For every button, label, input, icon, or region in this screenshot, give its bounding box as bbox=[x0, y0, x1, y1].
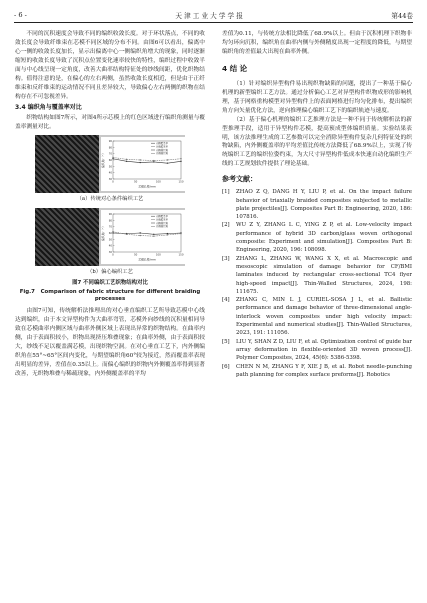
left-column bbox=[15, 30, 205, 379]
section-heading: 3.4 编织角与覆盖率对比 bbox=[15, 103, 82, 111]
data-point bbox=[140, 233, 141, 234]
reference-number: [4] bbox=[222, 297, 230, 304]
subfigure-caption: （a）传统对心条件编织工艺 bbox=[76, 196, 144, 203]
fabric-photo bbox=[35, 135, 99, 193]
data-point bbox=[167, 233, 168, 234]
reference-number: [2] bbox=[222, 222, 230, 229]
reference-item bbox=[222, 221, 412, 254]
reference-item bbox=[222, 363, 412, 380]
paragraph: 由图7可知，传统解析法推理出的对心垂直编织工艺所导致芯模中心线达到编织，由于本文异型构件为大曲率弯管，芯模外向纱线的沉积量相同导致在芯模曲率内侧区域与曲率外侧区域上表现出异常的织物结构。在曲率内侧，由于表面积较小，织物出现挤压堆叠现象；在曲率外侧，由于表面积较大，纱线不足以覆盖满芯模，出现织物空洞。在对心垂直工艺下，内外侧编织角在55°~65°区间内变化，与期望编织角60°较为接近，然而覆盖率表现出明显的差异，差值在0.35以上。而偏心编织的织物内外侧覆盖率得到显著改善，无织物堆叠与稀疏现象，内外侧覆盖率的平均 bbox=[15, 307, 205, 377]
y-tick-label: 70 bbox=[108, 153, 112, 157]
x-tick-label: 100 bbox=[155, 181, 161, 185]
x-tick-label: 100 bbox=[155, 254, 161, 258]
header-rule bbox=[14, 22, 413, 23]
y-tick-label: 30 bbox=[108, 251, 112, 255]
reference-text: WU Z Y, ZHANG L C, YING Z P, et al. Low-velocity impact performance of hybrid 3D carbon/glass woven orthogonal composite: Experiment and simulation[J]. Composites Part B: Engineering, 2020, 196: 108098. bbox=[236, 222, 412, 254]
paragraph: （1）针对编织异型构件易出现织物缺陷的问题，提出了一种基于偏心机理的新型编织工艺方法。通过分析偏心工艺对异型构件织物成形的影响机理，基于网格重构模型对异型构件上的表面网格进行均匀化排布，提出编织角方向矢量优化方法，逆向推理偏心编织工艺下的编织轨迹与速度。 bbox=[222, 80, 412, 114]
paragraph: 织物结构如图7所示，对图4所示芯模上的红色区域进行编织角测量与覆盖率测量对比。 bbox=[15, 114, 205, 130]
y-tick-label: 80 bbox=[108, 146, 112, 150]
reference-item bbox=[222, 296, 412, 337]
data-point bbox=[167, 235, 168, 236]
right-column bbox=[222, 30, 412, 379]
data-point bbox=[180, 233, 181, 234]
reference-text: ZHANG L, ZHANG W, WANG X X, et al. Macroscopic and mesoscopic simulation of damage behavior for CF/BMI laminates induced by rectangular cross-sectional TC4 flyer high-speed impact[J]. Thin-Walled Structures, 2024, 198: 111675. bbox=[236, 255, 412, 295]
y-tick-label: 80 bbox=[108, 219, 112, 223]
x-axis-label: 芯模长度/mm bbox=[138, 184, 156, 189]
legend-label: 内侧覆盖率 bbox=[156, 215, 168, 219]
reference-item bbox=[222, 255, 412, 296]
subfigure-caption: （b）偏心编织工艺 bbox=[87, 269, 133, 276]
figure-caption-cn: 图7 不同编织工艺织物结构对比 bbox=[72, 280, 148, 287]
y-tick-label: 90 bbox=[108, 140, 112, 144]
data-point bbox=[112, 231, 113, 232]
y-tick-label: 90 bbox=[108, 213, 112, 217]
y-tick-label: 60 bbox=[108, 159, 112, 163]
data-point bbox=[112, 157, 113, 158]
line-chart bbox=[101, 210, 185, 264]
x-tick-label: 50 bbox=[134, 181, 138, 185]
reference-text: ZHAO Z Q, DANG H Y, LIU P, et al. On the impact failure behavior of triaxially braided composites subjected to metallic plate projectiles[J]. Composites Part B: Engineering, 2020, 186: 107816. bbox=[236, 189, 412, 221]
reference-number: [1] bbox=[222, 189, 230, 196]
figure-caption-en bbox=[15, 289, 205, 304]
legend-label: 外侧覆盖率 bbox=[156, 218, 168, 222]
data-point bbox=[126, 159, 127, 160]
legend-label: 外侧编织角 bbox=[156, 152, 168, 156]
legend-label: 内侧编织角 bbox=[156, 222, 168, 226]
paragraph: （2）基于偏心机理的编织工艺推理方法是一种不同于传统解析法的新型推理手段，适用于异型构件芯模，提高预成型体编织质量。实验结果表明，该方法推理生成的工艺参数可以完全消除异型构件复杂几何特征处的织物缺陷，内外侧覆盖率的平均差值比传统方法降低了68.9%以上，实现了传统编织工艺的编织位姿约束，为大尺寸异型构件低成本快速自动化编织生产线的工艺规划软件提供了理论基础。 bbox=[222, 116, 412, 168]
data-point bbox=[167, 163, 168, 164]
page-number: - 6 - bbox=[14, 11, 27, 19]
y-tick-label: 70 bbox=[108, 226, 112, 230]
fabric-photo bbox=[35, 208, 99, 266]
y-tick-label: 30 bbox=[108, 178, 112, 182]
y-tick-label: 60 bbox=[108, 232, 112, 236]
data-point bbox=[140, 162, 141, 163]
section-heading: 4 结 论 bbox=[222, 63, 248, 73]
reference-text: CHEN N M, ZHANG Y F, XIE J B, et al. Robot needle-punching path planning for complex surface preforms[J]. Robotics bbox=[236, 363, 412, 378]
reference-number: [3] bbox=[222, 255, 230, 262]
y-tick-label: 40 bbox=[108, 172, 112, 176]
reference-number: [6] bbox=[222, 363, 230, 370]
reference-item bbox=[222, 188, 412, 221]
data-point bbox=[126, 161, 127, 162]
y-tick-label: 50 bbox=[108, 238, 112, 242]
data-point bbox=[153, 234, 154, 235]
line-chart bbox=[101, 137, 185, 191]
data-point bbox=[126, 234, 127, 235]
legend-label: 外侧覆盖率 bbox=[156, 145, 168, 149]
figure-7b bbox=[35, 208, 185, 266]
legend-label: 内侧编织角 bbox=[156, 149, 168, 153]
y-tick-label: 40 bbox=[108, 245, 112, 249]
data-point bbox=[140, 235, 141, 236]
y-tick-label: 50 bbox=[108, 165, 112, 169]
reference-text: ZHANG C, MIN L J, CURIEL-SOSA J L, et al. Ballistic performance and damage behavior of three-dimensional angle-interlock woven composites under high velocity impact: Experimental and numerical studies[J]. Thin-Walled Structures, 2023, 191: 111056. bbox=[236, 297, 412, 337]
data-point bbox=[153, 162, 154, 163]
reference-number: [5] bbox=[222, 338, 230, 345]
volume-label: 第44卷 bbox=[391, 12, 413, 20]
running-header bbox=[14, 8, 413, 22]
paragraph: 不同的沉积速度会导致不同的编织收敛长度。对于环状落点，不同的收敛长度会导致纤维束在芯模不同区域的分布不同。由图6可以看出，偏离中心一侧的收敛长度加长，显示出偏离中心一侧编织角增大的现象，同时逐渐缩短的收敛长度导致了沉积点位置变化速率较快的特性，编织过程中收敛半面与中心线呈现一定角度，改善大曲率结构特征处的纱线间距，优化织物结构。值得注意的是，在偏心的左右两侧，虽然收敛长度相近，但是由于正纤维束和反纤维束的运动情况不同且差异较大，导致偏心左右两侧的织物在结构存在不可忽视差异。 bbox=[15, 31, 205, 100]
x-tick-label: 150 bbox=[178, 181, 184, 185]
paragraph: 差值为0.11，与传统方法相比降低了68.9%以上。但由于沉积机理下织物非均匀环向沉积，编织角在曲率内侧与外侧精度出现一定程度的降低，与期望编织角的差值最大出现在曲率外侧。 bbox=[222, 31, 412, 55]
data-point bbox=[153, 236, 154, 237]
reference-text: LIU Y, SHAN Z D, LIU F, et al. Optimization control of guide bar array deformation in flexible-oriented 3D woven process[J]. Polymer Composites, 2024, 45(6): 5386-5398. bbox=[236, 338, 412, 362]
legend-label: 外侧编织角 bbox=[156, 225, 168, 229]
y-axis-label: 编织角/（°） bbox=[101, 152, 105, 169]
data-point bbox=[153, 160, 154, 161]
figure-title-en: Comparison of fabric structure for different braiding processes bbox=[40, 288, 201, 303]
data-point bbox=[140, 160, 141, 161]
legend-label: 内侧覆盖率 bbox=[156, 142, 168, 146]
data-point bbox=[167, 160, 168, 161]
data-point bbox=[112, 159, 113, 160]
data-point bbox=[112, 233, 113, 234]
x-tick-label: 0 bbox=[112, 181, 114, 185]
figure-7a bbox=[35, 135, 185, 193]
x-tick-label: 150 bbox=[178, 254, 184, 258]
reference-list bbox=[222, 188, 412, 379]
references-heading: 参考文献： bbox=[222, 175, 257, 184]
data-point bbox=[180, 159, 181, 160]
y-axis-label: 编织角/（°） bbox=[101, 225, 105, 242]
reference-item bbox=[222, 338, 412, 363]
figure-label: Fig.7 bbox=[19, 288, 35, 295]
data-point bbox=[180, 161, 181, 162]
x-axis-label: 芯模长度/mm bbox=[138, 257, 156, 262]
x-tick-label: 0 bbox=[112, 254, 114, 258]
journal-title: 天 津 工 业 大 学 学 报 bbox=[175, 12, 243, 20]
x-tick-label: 50 bbox=[134, 254, 138, 258]
